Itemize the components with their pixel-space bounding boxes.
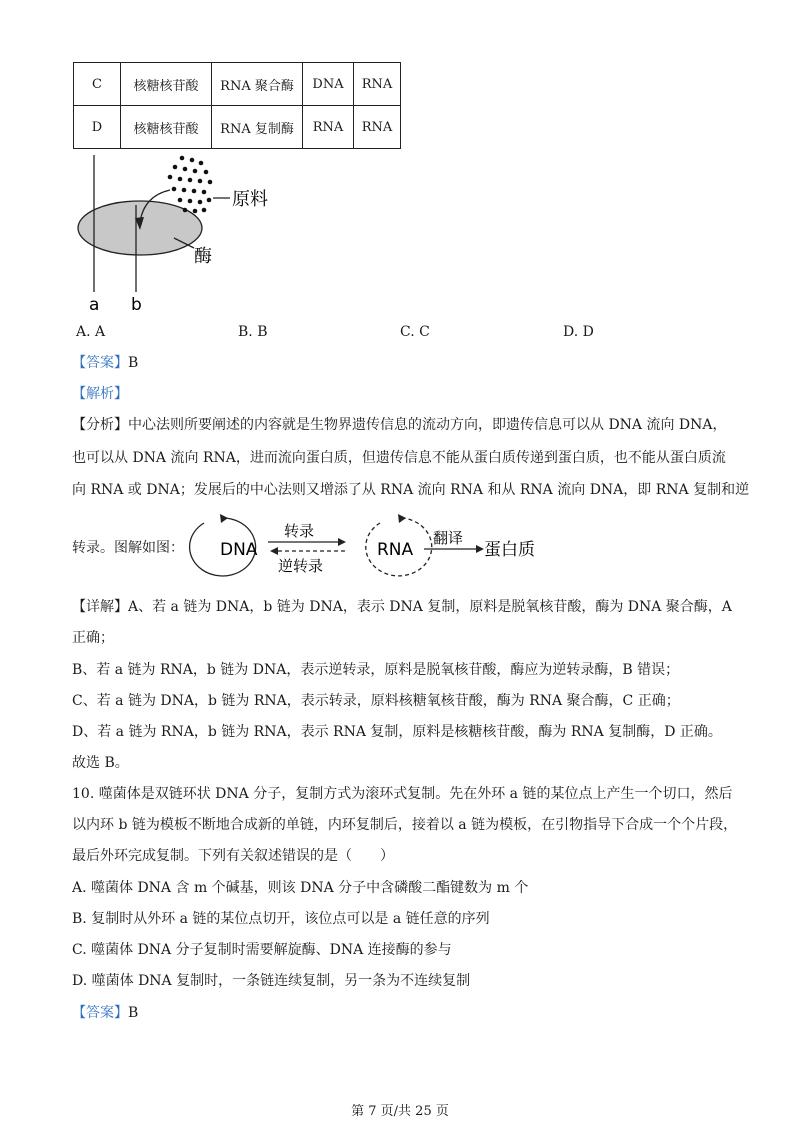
fenxi-text: 中心法则所要阐述的内容就是生物界遗传信息的流动方向，即遗传信息可以从 DNA 流向 DNA， (128, 417, 727, 433)
q9-answer-line (72, 353, 138, 373)
choice-a: A. A (76, 324, 106, 340)
table-cell: RNA (303, 106, 354, 149)
answer-tag: 【答案】 (72, 1005, 128, 1021)
q10-option-b: B. 复制时从外环 a 链的某位点切开，该位点可以是 a 链任意的序列 (72, 911, 490, 927)
table-cell: RNA (354, 63, 401, 106)
fenxi-tag: 【分析】 (72, 417, 128, 433)
transcription-label: 转录 (284, 522, 315, 540)
transcription-arrow-head (338, 538, 346, 546)
table-cell: 核糖核苷酸 (121, 106, 212, 149)
xiangjie-tag: 【详解】 (72, 599, 128, 615)
central-dogma-diagram (180, 510, 560, 582)
dna-label: DNA (220, 540, 258, 560)
raw-material-dots (168, 156, 213, 214)
analysis-line-4: 转录。图解如图： (72, 540, 184, 556)
replication-figure (70, 150, 300, 315)
table-cell: D (74, 106, 121, 149)
answer-value: B (128, 1005, 139, 1021)
q10-stem-line-3: 最后外环完成复制。下列有关叙述错误的是（ ） (72, 848, 394, 864)
strand-a-label: a (89, 295, 100, 315)
table-cell: C (74, 63, 121, 106)
table-cell: RNA (354, 106, 401, 149)
answer-value: B (128, 355, 139, 371)
analysis-line-1 (72, 415, 727, 435)
translation-arrow-head (476, 545, 484, 553)
page-footer: 第 7 页/共 25 页 (351, 1104, 449, 1119)
q10-answer-line (72, 1003, 138, 1023)
table-row (74, 106, 401, 149)
answer-tag: 【答案】 (72, 355, 128, 371)
protein-label: 蛋白质 (484, 540, 535, 560)
detail-line-1 (72, 597, 732, 617)
table-row (74, 63, 401, 106)
choice-c: C. C (400, 324, 430, 340)
table-cell: RNA 聚合酶 (212, 63, 303, 106)
conclusion: 故选 B。 (72, 755, 129, 771)
raw-material-label: 原料 (232, 189, 268, 210)
q10-stem-line-2: 以内环 b 链为模板不断地合成新的单链，内环复制后，接着以 a 链为模板，在引物指导下合成一个个片段， (72, 817, 738, 833)
enzyme-label: 酶 (194, 246, 212, 267)
q10-option-a: A. 噬菌体 DNA 含 m 个碱基，则该 DNA 分子中含磷酸二酯键数为 m 个 (72, 880, 529, 896)
rna-label: RNA (377, 540, 414, 560)
reverse-transcription-label: 逆转录 (278, 557, 324, 575)
analysis-tag: 【解析】 (72, 386, 128, 402)
detail-line-1b: 正确； (72, 630, 114, 646)
detail-line-2: B、若 a 链为 RNA，b 链为 DNA，表示逆转录，原料是脱氧核苷酸，酶应为逆转录酶，B 错误； (72, 662, 680, 678)
strand-b-label: b (131, 295, 142, 315)
options-table (73, 62, 401, 149)
analysis-line-3: 向 RNA 或 DNA；发展后的中心法则又增添了从 RNA 流向 RNA 和从 RNA 流向 DNA，即 RNA 复制和逆 (72, 482, 750, 498)
rna-loop-arrow (398, 514, 406, 523)
translation-label: 翻译 (433, 529, 464, 547)
detail-text: A、若 a 链为 DNA，b 链为 DNA，表示 DNA 复制，原料是脱氧核苷酸，酶为 DNA 聚合酶，A (128, 599, 732, 615)
detail-line-3: C、若 a 链为 DNA，b 链为 RNA，表示转录，原料核糖氧核苷酸，酶为 RNA 聚合酶，C 正确； (72, 693, 680, 709)
q10-option-c: C. 噬菌体 DNA 分子复制时需要解旋酶、DNA 连接酶的参与 (72, 942, 452, 958)
choice-d: D. D (563, 324, 594, 340)
dna-loop-arrow (220, 514, 228, 523)
table-cell: 核糖核苷酸 (121, 63, 212, 106)
table-cell: DNA (303, 63, 354, 106)
choice-b: B. B (238, 324, 268, 340)
reverse-transcription-arrow-head (270, 547, 278, 555)
q10-option-d: D. 噬菌体 DNA 复制时，一条链连续复制，另一条为不连续复制 (72, 973, 471, 989)
q10-stem-line-1: 10. 噬菌体是双链环状 DNA 分子，复制方式为滚环式复制。先在外环 a 链的某位点上产生一个切口，然后 (72, 786, 733, 802)
analysis-line-2: 也可以从 DNA 流向 RNA，进而流向蛋白质，但遗传信息不能从蛋白质传递到蛋白质，也不能从蛋白质流 (72, 450, 726, 466)
table-cell: RNA 复制酶 (212, 106, 303, 149)
detail-line-4: D、若 a 链为 RNA，b 链为 RNA，表示 RNA 复制，原料是核糖核苷酸，酶为 RNA 复制酶，D 正确。 (72, 724, 722, 740)
